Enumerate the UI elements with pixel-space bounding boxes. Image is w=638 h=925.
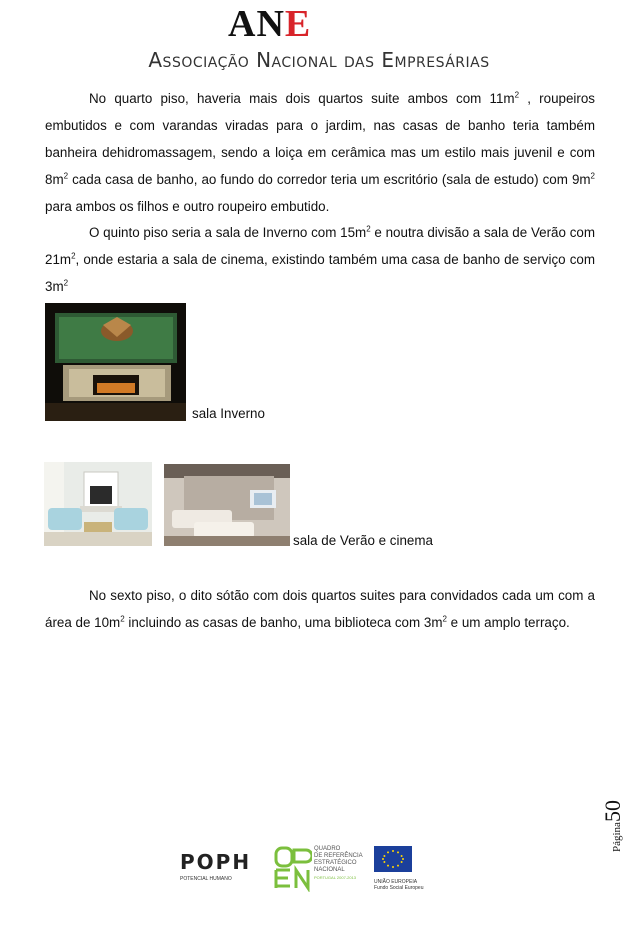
paragraph-fifth-floor: O quinto piso seria a sala de Inverno com $15m^2$ e noutra divisão a sala de Verão com $21m^2$, onde estaria a sala de cinema, existindo também uma casa de banho de serviço com $3m^2$ [45,224,595,294]
page-label: Página [611,822,623,852]
poph-logo: POPH POTENCIAL HUMANO [180,850,252,882]
caption-summer-cinema: sala de Verão e cinema [293,533,433,548]
logo-accent-letter: E [284,3,312,45]
caption-winter-room: sala Inverno [192,406,265,421]
document-header [0,0,638,80]
qren-mark-icon [274,846,312,892]
eu-logo: UNIÃO EUROPEIA Fundo Social Europeu [374,846,440,896]
paragraph-sixth-floor: No sexto piso, o dito sótão com dois quartos suites para convidados cada um com a área de $10m^2$ incluindo as casas de banho, uma biblioteca com $3m^2$ e um amplo terraço. [45,588,595,630]
summer-room-photo [44,462,152,546]
organization-name: Associação Nacional das Empresárias [148,48,490,72]
footer-logos [180,842,440,902]
qren-logo: QUADRO DE REFERÊNCIA ESTRATÉGICO NACIONAL PORTUGAL 2007-2013 [274,844,364,896]
winter-room-photo [45,303,186,421]
paragraph-fourth-floor: No quarto piso, haveria mais dois quartos suite ambos com $11m^2$ , roupeiros embutidos e com varandas viradas para o jardim, nas casas de banho teria também banheira dehidromassagem, sendo a loiça em cerâmica mas um estilo mais juvenil e com $8m^2$ cada casa de banho, ao fundo do corredor teria um escritório (sala de estudo) com $9m^2$ para ambos os filhos e outro roupeiro embutido. [45,90,595,214]
ane-logo: ANE [228,3,312,45]
eu-flag-icon [374,846,412,872]
page-number-value: 50 [600,800,625,823]
page-number [600,782,630,852]
cinema-room-photo [164,464,290,546]
